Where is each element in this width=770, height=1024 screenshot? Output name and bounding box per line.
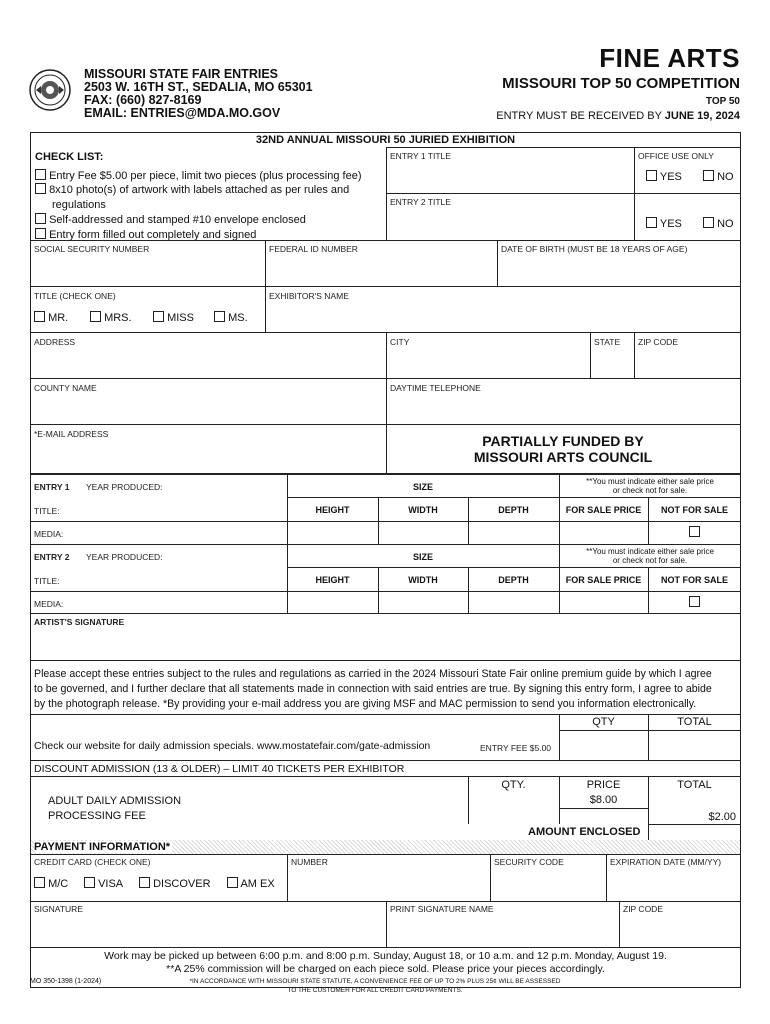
funding-line1: PARTIALLY FUNDED BY bbox=[482, 433, 644, 449]
artist-signature-label: ARTIST'S SIGNATURE bbox=[34, 617, 125, 627]
card-visa: VISA bbox=[84, 877, 123, 890]
entry1-height-label: HEIGHT bbox=[315, 505, 350, 515]
entry1-year-label: YEAR PRODUCED: bbox=[86, 482, 163, 492]
competition-title: MISSOURI TOP 50 COMPETITION bbox=[502, 75, 740, 92]
total-header: TOTAL bbox=[677, 716, 712, 728]
email-field[interactable] bbox=[31, 438, 385, 472]
payment-signature-field[interactable] bbox=[31, 913, 385, 946]
office-use-label: OFFICE USE ONLY bbox=[638, 151, 714, 161]
print-name-field[interactable] bbox=[387, 913, 618, 946]
agreement-line: by the photograph release. *By providing your e-mail address you are giving MSF and MAC permission to send you information electronically. bbox=[34, 698, 697, 710]
entry2-notforsale-label: NOT FOR SALE bbox=[661, 575, 728, 585]
office-yes-2: YES bbox=[646, 217, 682, 230]
checklist-item-cont: regulations bbox=[52, 199, 106, 211]
payment-zip-label: ZIP CODE bbox=[623, 904, 663, 914]
entry2-media-label: MEDIA: bbox=[34, 599, 64, 609]
checkbox[interactable] bbox=[646, 170, 657, 181]
security-code-label: SECURITY CODE bbox=[494, 857, 564, 867]
checkbox[interactable] bbox=[139, 877, 150, 888]
org-email: EMAIL: ENTRIES@MDA.MO.GOV bbox=[84, 106, 281, 120]
entry2-title-label: ENTRY 2 TITLE bbox=[390, 197, 451, 207]
checkbox[interactable] bbox=[34, 877, 45, 888]
entry1-forsale-label: FOR SALE PRICE bbox=[565, 505, 642, 515]
seal-logo bbox=[28, 68, 72, 112]
checkbox[interactable] bbox=[35, 213, 46, 224]
entry-fee-total-field[interactable] bbox=[649, 731, 740, 759]
checklist-item: 8x10 photo(s) of artwork with labels attached as per rules and bbox=[35, 183, 349, 196]
price-header: PRICE bbox=[586, 779, 621, 791]
entry1-title-label: ENTRY 1 TITLE bbox=[390, 151, 451, 161]
payment-zip-field[interactable] bbox=[620, 913, 740, 946]
artist-signature-field[interactable] bbox=[31, 627, 740, 659]
entry1-notforsale-checkbox[interactable] bbox=[689, 526, 700, 537]
state-field[interactable] bbox=[591, 346, 633, 377]
checkbox[interactable] bbox=[90, 311, 101, 322]
org-title: MISSOURI STATE FAIR ENTRIES bbox=[84, 67, 278, 81]
checkbox[interactable] bbox=[35, 228, 46, 239]
title-ms: MS. bbox=[214, 311, 248, 324]
agreement-text bbox=[34, 667, 739, 712]
entry1-note bbox=[560, 477, 740, 495]
org-fax: FAX: (660) 827-8169 bbox=[84, 93, 202, 107]
expiration-field[interactable] bbox=[607, 866, 740, 900]
adult-price: $8.00 bbox=[589, 794, 618, 806]
entry2-height-label: HEIGHT bbox=[315, 575, 350, 585]
deadline bbox=[496, 110, 740, 122]
office-no-2: NO bbox=[703, 217, 734, 230]
entry-fee-label: ENTRY FEE $5.00 bbox=[480, 743, 552, 753]
payment-signature-label: SIGNATURE bbox=[34, 904, 83, 914]
commission-note: **A 25% commission will be charged on each piece sold. Please price your pieces accordingly. bbox=[166, 963, 605, 975]
card-number-label: NUMBER bbox=[291, 857, 328, 867]
dob-label: DATE OF BIRTH (MUST BE 18 YEARS OF AGE) bbox=[501, 244, 688, 254]
office-no-1: NO bbox=[703, 170, 734, 183]
print-name-label: PRINT SIGNATURE NAME bbox=[390, 904, 494, 914]
website-note: Check our website for daily admission specials. www.mostatefair.com/gate-admission bbox=[34, 740, 431, 752]
form-number: MO 350-1398 (1-2024) bbox=[30, 978, 102, 985]
amount-enclosed-field[interactable] bbox=[649, 825, 740, 840]
note-line2: or check not for sale. bbox=[612, 556, 688, 565]
security-code-field[interactable] bbox=[491, 866, 605, 900]
adult-admission-label: ADULT DAILY ADMISSION bbox=[48, 795, 182, 807]
agreement-line: Please accept these entries subject to the rules and regulations as carried in the 2024 Missouri State Fair online premium guide by which I agree bbox=[34, 668, 712, 680]
ssn-field[interactable] bbox=[31, 254, 264, 285]
entry-fee-qty-field[interactable] bbox=[560, 731, 647, 759]
address-label: ADDRESS bbox=[34, 337, 76, 347]
checklist-item: Entry Fee $5.00 per piece, limit two pieces (plus processing fee) bbox=[35, 169, 362, 182]
zip-label: ZIP CODE bbox=[638, 337, 678, 347]
exhibitor-name-field[interactable] bbox=[266, 300, 740, 331]
entry1-label: ENTRY 1 bbox=[34, 482, 70, 492]
discount-title: DISCOUNT ADMISSION (13 & OLDER) – LIMIT 40 TICKETS PER EXHIBITOR bbox=[34, 763, 405, 775]
qty-header: QTY bbox=[592, 716, 615, 728]
note-line2: or check not for sale. bbox=[612, 486, 688, 495]
deadline-prefix: ENTRY MUST BE RECEIVED BY bbox=[496, 110, 662, 122]
title-check-label: TITLE (CHECK ONE) bbox=[34, 291, 116, 301]
processing-fee-label: PROCESSING FEE bbox=[48, 810, 146, 822]
card-amex: AM EX bbox=[227, 877, 275, 890]
adult-qty-field[interactable] bbox=[469, 792, 558, 808]
entry2-notforsale-checkbox[interactable] bbox=[689, 596, 700, 607]
checklist-item: Self-addressed and stamped #10 envelope enclosed bbox=[35, 213, 306, 226]
entry2-label: ENTRY 2 bbox=[34, 552, 70, 562]
checkbox[interactable] bbox=[703, 217, 714, 228]
entry2-depth-label: DEPTH bbox=[498, 575, 529, 585]
title-miss: MISS bbox=[153, 311, 194, 324]
note-line1: **You must indicate either sale price bbox=[586, 547, 714, 556]
zip-field[interactable] bbox=[635, 346, 740, 377]
entry2-note bbox=[560, 547, 740, 565]
office-yes-1: YES bbox=[646, 170, 682, 183]
federal-id-field[interactable] bbox=[266, 254, 496, 285]
entry2-size-label: SIZE bbox=[412, 552, 433, 562]
phone-label: DAYTIME TELEPHONE bbox=[390, 383, 481, 393]
org-address: 2503 W. 16TH ST., SEDALIA, MO 65301 bbox=[84, 80, 313, 94]
adult-total-field[interactable] bbox=[649, 792, 740, 808]
entry2-year-label: YEAR PRODUCED: bbox=[86, 552, 163, 562]
expiration-label: EXPIRATION DATE (MM/YY) bbox=[610, 857, 722, 867]
ssn-label: SOCIAL SECURITY NUMBER bbox=[34, 244, 150, 254]
checkbox[interactable] bbox=[703, 170, 714, 181]
federal-id-label: FEDERAL ID NUMBER bbox=[269, 244, 358, 254]
deadline-date: JUNE 19, 2024 bbox=[664, 110, 740, 122]
entry1-title-row-label: TITLE: bbox=[34, 506, 60, 516]
email-label: *E-MAIL ADDRESS bbox=[34, 429, 109, 439]
checkbox[interactable] bbox=[84, 877, 95, 888]
checkbox[interactable] bbox=[35, 183, 46, 194]
checkbox[interactable] bbox=[646, 217, 657, 228]
statute-line2: TO THE CUSTOMER FOR ALL CREDIT CARD PAYMENTS. bbox=[287, 987, 463, 994]
entry1-width-label: WIDTH bbox=[408, 505, 438, 515]
state-label: STATE bbox=[594, 337, 621, 347]
checkbox[interactable] bbox=[227, 877, 238, 888]
page-title: FINE ARTS bbox=[599, 43, 740, 73]
entry1-notforsale-label: NOT FOR SALE bbox=[661, 505, 728, 515]
note-line1: **You must indicate either sale price bbox=[586, 477, 714, 486]
entry1-depth-label: DEPTH bbox=[498, 505, 529, 515]
form-code: TOP 50 bbox=[705, 96, 740, 107]
checklist-item: Entry form filled out completely and signed bbox=[35, 228, 256, 241]
checkbox[interactable] bbox=[153, 311, 164, 322]
title-mr: MR. bbox=[34, 311, 68, 324]
total2-header: TOTAL bbox=[677, 779, 712, 791]
county-label: COUNTY NAME bbox=[34, 383, 97, 393]
entry2-forsale-label: FOR SALE PRICE bbox=[565, 575, 642, 585]
entry2-width-label: WIDTH bbox=[408, 575, 438, 585]
entry2-title-row-label: TITLE: bbox=[34, 576, 60, 586]
pickup-note: Work may be picked up between 6:00 p.m. and 8:00 p.m. Sunday, August 18, or 10 a.m. and 12 p.m. Monday, August 19. bbox=[104, 950, 667, 962]
city-label: CITY bbox=[390, 337, 410, 347]
entry1-size-label: SIZE bbox=[412, 482, 433, 492]
credit-card-label: CREDIT CARD (CHECK ONE) bbox=[34, 857, 151, 867]
entry2-title-field[interactable] bbox=[387, 206, 633, 239]
funding-note bbox=[386, 433, 740, 465]
phone-field[interactable] bbox=[387, 392, 740, 423]
checklist-title: CHECK LIST: bbox=[35, 151, 104, 163]
exhibitor-name-label: EXHIBITOR'S NAME bbox=[269, 291, 349, 301]
checkbox[interactable] bbox=[214, 311, 225, 322]
card-number-field[interactable] bbox=[288, 866, 489, 900]
exhibition-title: 32ND ANNUAL MISSOURI 50 JURIED EXHIBITION bbox=[255, 134, 516, 146]
amount-enclosed-label: AMOUNT ENCLOSED bbox=[528, 826, 641, 838]
entry1-title-field[interactable] bbox=[387, 160, 633, 192]
city-field[interactable] bbox=[387, 346, 589, 377]
county-field[interactable] bbox=[31, 392, 385, 423]
statute-note bbox=[140, 977, 610, 995]
agreement-line: to be governed, and I further declare that all statements made in connection with said entries are true. By signing this entry form, I agree to abide bbox=[34, 683, 712, 695]
checkbox[interactable] bbox=[35, 169, 46, 180]
statute-line1: *IN ACCORDANCE WITH MISSOURI STATE STATUTE, A CONVENIENCE FEE OF UP TO 2% PLUS 25¢ WILL BE ASSESSED bbox=[189, 978, 561, 985]
processing-fee-total: $2.00 bbox=[708, 811, 736, 823]
card-mc: M/C bbox=[34, 877, 68, 890]
checkbox[interactable] bbox=[34, 311, 45, 322]
funding-line2: MISSOURI ARTS COUNCIL bbox=[473, 449, 653, 465]
qty2-header: QTY. bbox=[501, 779, 526, 791]
title-mrs: MRS. bbox=[90, 311, 132, 324]
dob-field[interactable] bbox=[498, 254, 740, 285]
entry1-media-label: MEDIA: bbox=[34, 529, 64, 539]
address-field[interactable] bbox=[31, 346, 385, 377]
payment-title: PAYMENT INFORMATION* bbox=[34, 841, 171, 853]
card-discover: DISCOVER bbox=[139, 877, 211, 890]
